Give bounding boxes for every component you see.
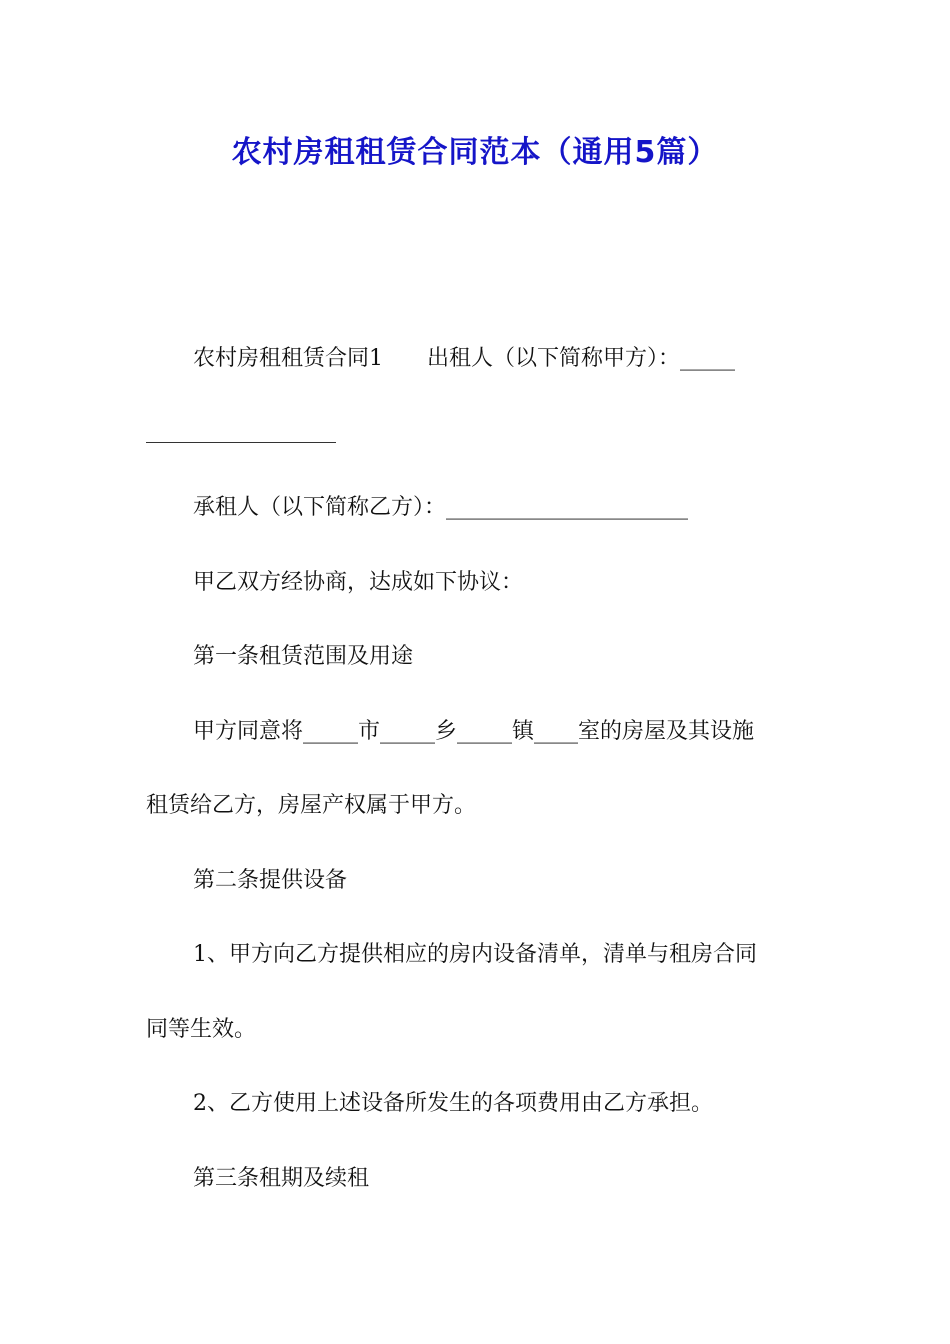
document-title: 农村房租租赁合同范本（通用5篇） <box>231 135 719 170</box>
article-2-item-1-line-2: 同等生效。 <box>146 1017 257 1042</box>
article-1-heading: 第一条租赁范围及用途 <box>193 644 414 669</box>
article-2-item-1-line-1: 1、甲方向乙方提供相应的房内设备清单，清单与租房合同 <box>193 942 757 967</box>
fill-in-blank-underline <box>146 442 336 443</box>
article-3-heading: 第三条租期及续租 <box>193 1166 370 1191</box>
article-1-text-line-2: 租赁给乙方，房屋产权属于甲方。 <box>146 793 477 818</box>
article-2-item-2: 2、乙方使用上述设备所发生的各项费用由乙方承担。 <box>193 1091 713 1116</box>
article-2-heading: 第二条提供设备 <box>193 868 348 893</box>
contract-heading-line: 农村房租租赁合同1 出租人（以下简称甲方）：_____ <box>193 346 735 371</box>
tenant-line: 承租人（以下简称乙方）：______________________ <box>193 495 689 520</box>
article-1-text-line-1: 甲方同意将_____市_____乡_____镇____室的房屋及其设施 <box>193 719 755 744</box>
agreement-intro: 甲乙双方经协商，达成如下协议： <box>193 570 524 595</box>
